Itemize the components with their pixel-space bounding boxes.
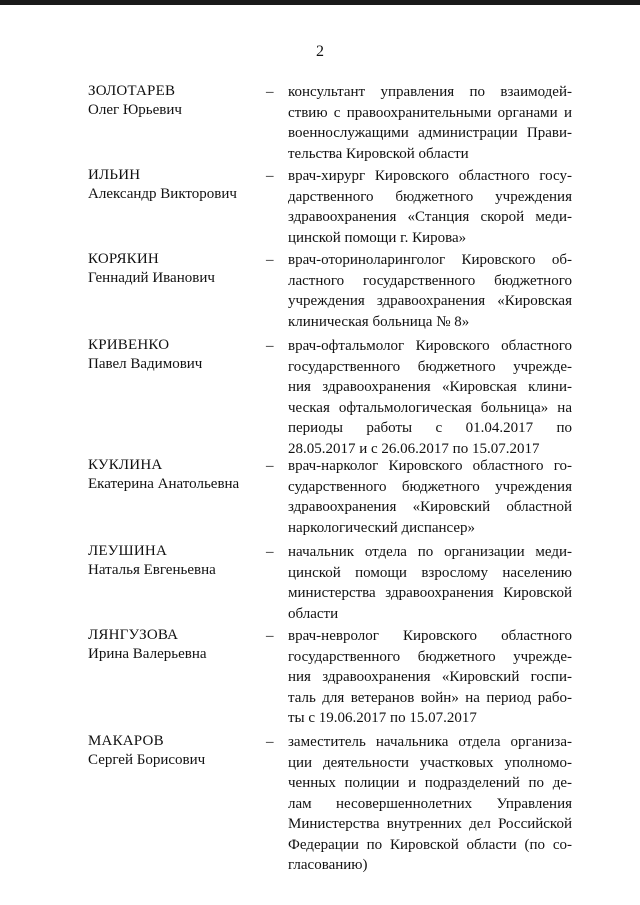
page-number: 2 (316, 43, 324, 60)
description-line: врач-нарколог Кировского областного го- (288, 458, 572, 474)
member-surname: ЛЯНГУЗОВА (88, 627, 179, 643)
member-given-names: Ирина Валерьевна (88, 646, 207, 662)
description-line: гласованию) (288, 857, 368, 873)
member-given-names: Наталья Евгеньевна (88, 562, 216, 578)
member-surname: КОРЯКИН (88, 251, 159, 267)
description-line: ния здравоохранения «Кировская клини- (288, 379, 572, 395)
entry-dash: – (266, 544, 274, 560)
member-position-description (288, 166, 572, 248)
description-line: врач-офтальмолог Кировского областного (288, 338, 572, 354)
member-surname: МАКАРОВ (88, 733, 164, 749)
description-line: ния здравоохранения «Кировский госпи- (288, 669, 572, 685)
member-given-names: Олег Юрьевич (88, 102, 182, 118)
description-line: учреждения здравоохранения «Кировская (288, 293, 572, 309)
entry-dash: – (266, 458, 274, 474)
member-position-description (288, 732, 572, 876)
description-line: государственного бюджетного учрежде- (288, 648, 572, 665)
description-line: ствию с правоохранительными органами и (288, 104, 572, 121)
member-surname: ЗОЛОТАРЕВ (88, 83, 176, 99)
top-edge-rule (0, 0, 640, 5)
member-surname: ЛЕУШИНА (88, 543, 167, 559)
description-line: начальник отдела по организации меди- (288, 544, 572, 560)
member-position-description (288, 456, 572, 538)
description-line: здравоохранения «Кировский областной (288, 499, 572, 515)
description-line: Федерации по Кировской области (по со- (288, 836, 572, 853)
member-position-description (288, 542, 572, 624)
description-line: врач-оториноларинголог Кировского об- (288, 252, 572, 268)
description-line: области (288, 605, 339, 622)
description-line: 28.05.2017 и с 26.06.2017 по 15.07.2017 (288, 440, 540, 457)
description-line: ластного государственного бюджетного (288, 272, 572, 289)
member-surname: КУКЛИНА (88, 457, 163, 473)
description-line: тельства Кировской области (288, 145, 469, 162)
member-surname: КРИВЕНКО (88, 337, 170, 353)
description-line: Министерства внутренних дел Российской (288, 816, 572, 832)
description-line: ции деятельности участковых уполномо- (288, 754, 572, 771)
description-line: консультант управления по взаимодей- (288, 84, 572, 100)
description-line: ченных полиции и подразделений по де- (288, 775, 572, 791)
description-line: министерства здравоохранения Кировской (288, 585, 572, 601)
entry-dash: – (266, 628, 274, 644)
description-line: сударственного бюджетного учреждения (288, 478, 572, 495)
member-position-description (288, 626, 572, 729)
description-line: таль для ветеранов войн» на период рабо- (288, 689, 572, 706)
description-line: врач-хирург Кировского областного госу- (288, 168, 572, 184)
entry-dash: – (266, 338, 274, 354)
member-surname: ИЛЬИН (88, 167, 141, 183)
description-line: дарственного бюджетного учреждения (288, 188, 572, 205)
description-line: лам несовершеннолетних Управления (288, 795, 572, 812)
member-position-description (288, 82, 572, 164)
description-line: цинской помощи г. Кирова» (288, 229, 467, 246)
entry-dash: – (266, 734, 274, 750)
description-line: заместитель начальника отдела организа- (288, 734, 572, 750)
description-line: цинской помощи взрослому населению (288, 564, 572, 581)
member-given-names: Екатерина Анатольевна (88, 476, 240, 492)
description-line: периоды работы с 01.04.2017 по (288, 420, 572, 436)
member-position-description (288, 336, 572, 459)
description-line: наркологический диспансер» (288, 519, 476, 536)
description-line: врач-невролог Кировского областного (288, 628, 572, 644)
description-line: ческая офтальмологическая больница» на (288, 399, 572, 416)
entry-dash: – (266, 84, 274, 100)
member-given-names: Сергей Борисович (88, 752, 206, 768)
entry-dash: – (266, 168, 274, 184)
entry-dash: – (266, 252, 274, 268)
member-given-names: Александр Викторович (88, 186, 237, 202)
description-line: военнослужащими администрации Прави- (288, 125, 572, 141)
description-line: клиническая больница № 8» (288, 313, 470, 330)
member-given-names: Геннадий Иванович (88, 270, 215, 286)
description-line: ты с 19.06.2017 по 15.07.2017 (288, 710, 477, 726)
member-position-description (288, 250, 572, 332)
member-given-names: Павел Вадимович (88, 356, 203, 372)
description-line: государственного бюджетного учрежде- (288, 358, 572, 375)
description-line: здравоохранения «Станция скорой меди- (288, 209, 572, 225)
